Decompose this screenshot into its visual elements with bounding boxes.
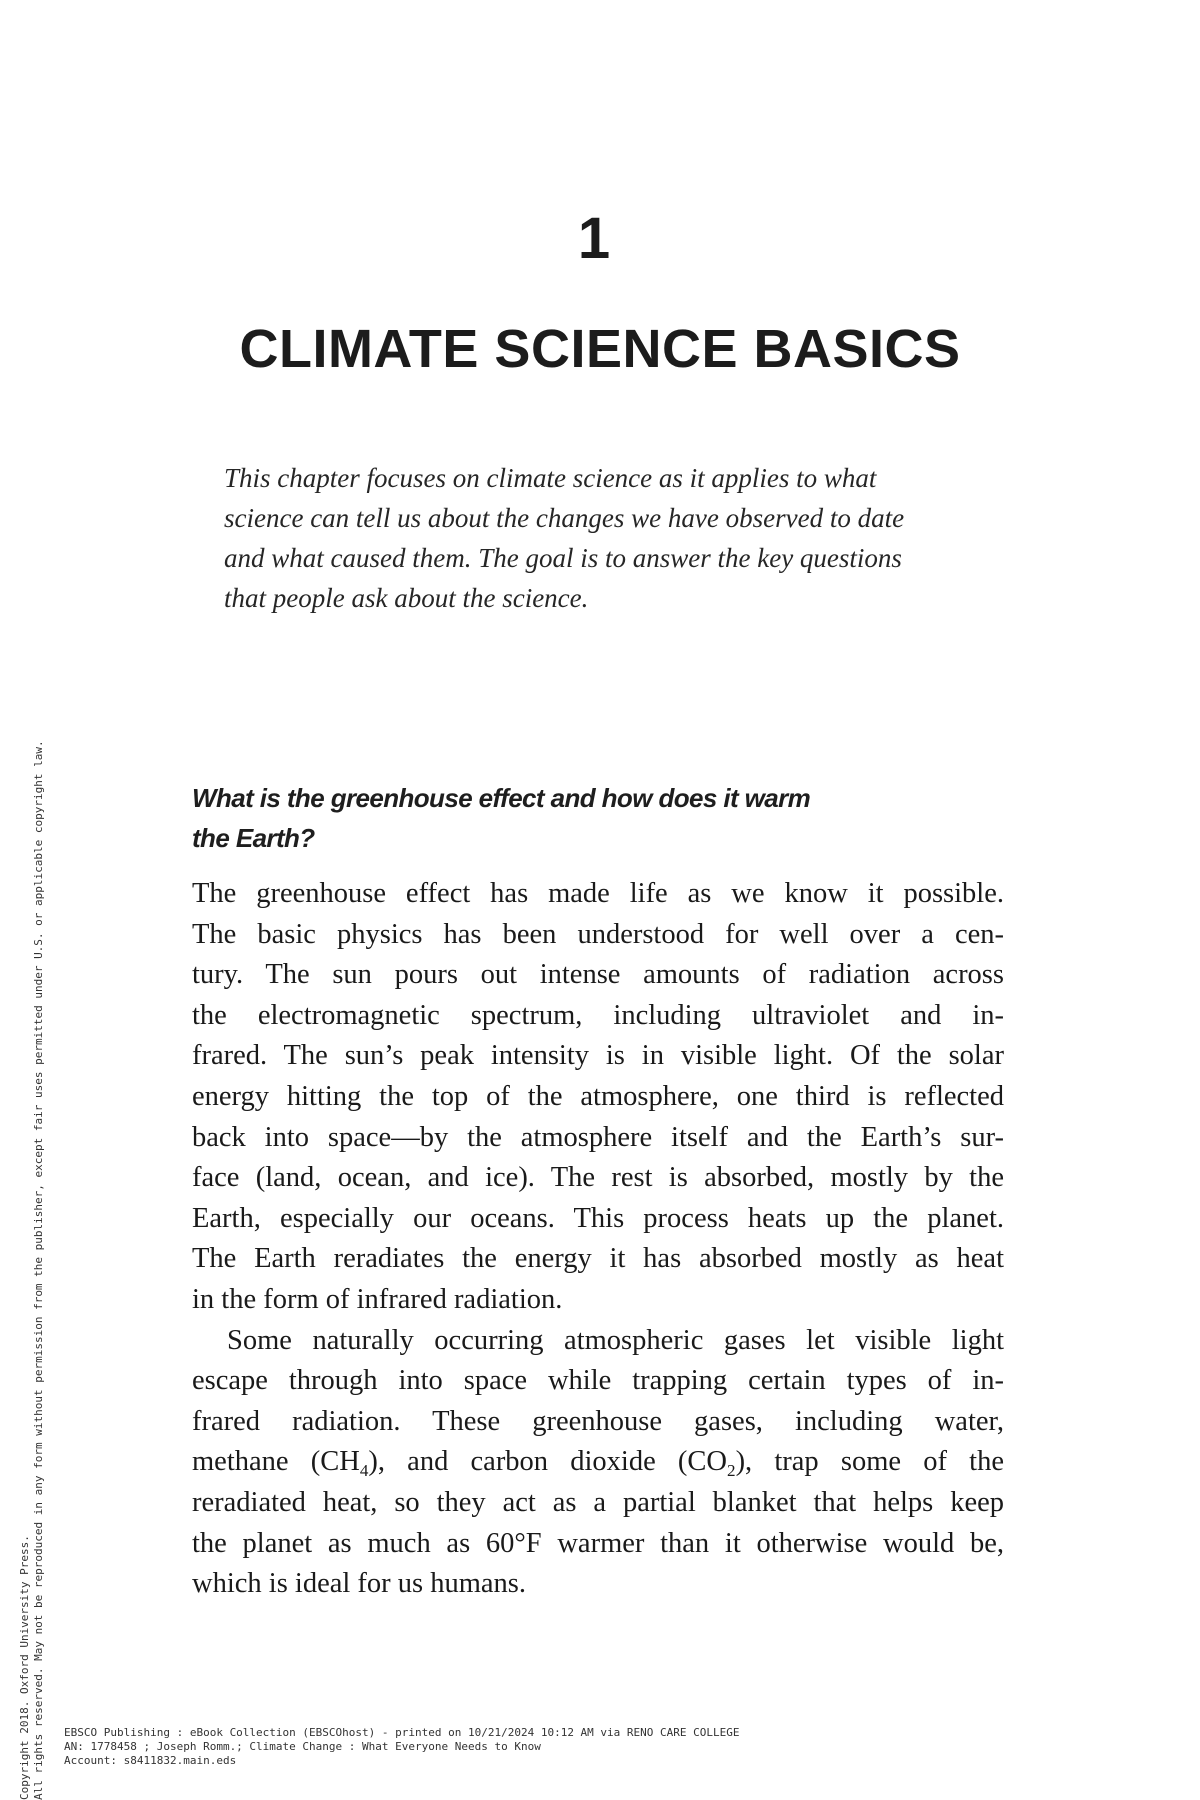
epigraph-line: science can tell us about the changes we have observed to date: [224, 503, 905, 533]
text-line: which is ideal for us humans.: [192, 1568, 527, 1600]
text-line: The greenhouse effect has made life as we know it possible.: [192, 878, 1004, 909]
footer-line: Account: s8411832.main.eds: [64, 1754, 237, 1767]
text-line: in the form of infrared radiation.: [192, 1283, 563, 1315]
text-line: frared. The sun’s peak intensity is in visible light. Of the solar: [192, 1040, 1004, 1072]
subscript: 2: [727, 1461, 736, 1481]
epigraph-line: and what caused them. The goal is to answer the key questions: [224, 543, 902, 573]
text-line: the electromagnetic spectrum, including ultraviolet and in-: [192, 999, 1004, 1031]
subscript: 4: [359, 1461, 369, 1481]
question-line: What is the greenhouse effect and how does it warm: [192, 783, 811, 813]
text-line: the planet as much as 60°F warmer than it otherwise would be,: [192, 1527, 1004, 1559]
chapter-number-text: 1: [577, 206, 611, 271]
chapter-number: [0, 206, 1200, 271]
text-line-formulas: [192, 1442, 1004, 1483]
text-fragment: methane (CH: [192, 1446, 360, 1478]
text-line: frared radiation. These greenhouse gases, including water,: [192, 1405, 1004, 1437]
text-line: reradiated heat, so they act as a partial blanket that helps keep: [192, 1486, 1004, 1518]
text-line: escape through into space while trapping certain types of in-: [192, 1365, 1004, 1397]
copyright-line: Copyright 2018. Oxford University Press.: [18, 1535, 31, 1800]
text-fragment: ), and carbon dioxide (CO: [368, 1446, 728, 1478]
copyright-notice: [18, 740, 46, 1800]
body-text: [192, 874, 1004, 1605]
text-line: face (land, ocean, and ice). The rest is absorbed, mostly by the: [192, 1162, 1004, 1194]
epigraph-line: This chapter focuses on climate science as it applies to what: [224, 463, 877, 493]
text-line: Earth, especially our oceans. This process heats up the planet.: [192, 1202, 1004, 1234]
text-line: back into space—by the atmosphere itself and the Earth’s sur-: [192, 1121, 1004, 1153]
text-line: The basic physics has been understood for well over a cen-: [192, 918, 1004, 950]
text-line: tury. The sun pours out intense amounts of radiation across: [192, 959, 1004, 991]
text-line: The Earth reradiates the energy it has absorbed mostly as heat: [192, 1243, 1004, 1275]
section-question-heading: [192, 778, 1012, 858]
text-line: Some naturally occurring atmospheric gases let visible light: [227, 1324, 1004, 1356]
footer-line: EBSCO Publishing : eBook Collection (EBSCOhost) - printed on 10/21/2024 10:12 AM via RENO CARE COLLEGE: [64, 1726, 740, 1739]
paragraph-2: [192, 1321, 1004, 1605]
chapter-epigraph: [224, 458, 984, 618]
text-fragment: ), trap some of the: [735, 1446, 1004, 1478]
epigraph-line: that people ask about the science.: [224, 583, 589, 613]
copyright-line: All rights reserved. May not be reproduced in any form without permission from the publisher, except fair uses permitted under U.S. or applicable copyright law.: [32, 740, 45, 1800]
footer-line: AN: 1778458 ; Joseph Romm.; Climate Change : What Everyone Needs to Know: [64, 1740, 541, 1753]
paragraph-1: [192, 874, 1004, 1321]
print-footer: [64, 1726, 740, 1768]
text-line: energy hitting the top of the atmosphere, one third is reflected: [192, 1080, 1004, 1112]
chapter-title: CLIMATE SCIENCE BASICS: [239, 319, 961, 379]
question-line: the Earth?: [192, 823, 315, 853]
